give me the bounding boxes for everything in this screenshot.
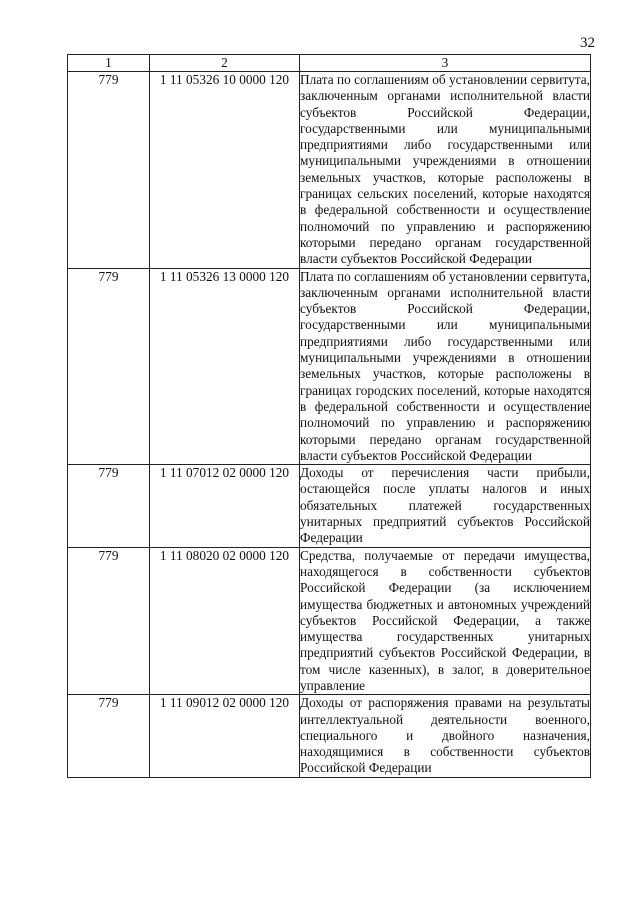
revenue-codes-table [67,54,591,778]
table-row [68,72,591,269]
table-row [68,268,591,465]
kbk-code-cell: 1 11 05326 13 0000 120 [150,268,300,465]
table-row [68,465,591,547]
kbk-code-cell: 1 11 08020 02 0000 120 [150,547,300,695]
kbk-code-cell: 1 11 07012 02 0000 120 [150,465,300,547]
table-row [68,547,591,695]
description-cell: Доходы от распоряжения правами на результаты интеллектуальной деятельности военного, специального и двойного назначения, находящимися в собственности субъектов Российской Федерации [300,695,590,776]
description-cell: Доходы от перечисления части прибыли, остающейся после уплаты налогов и иных обязательных платежей государственных унитарных предприятий субъектов Российской Федерации [300,465,590,546]
header-row [68,55,591,72]
admin-code-cell: 779 [68,695,150,777]
page-number: 32 [580,35,595,51]
kbk-code-cell: 1 11 09012 02 0000 120 [150,695,300,777]
column-header-2: 2 [150,55,300,72]
column-header-1: 1 [68,55,150,72]
table-row [68,695,591,777]
admin-code-cell: 779 [68,465,150,547]
description-cell: Плата по соглашениям об установлении сервитута, заключенным органами исполнительной власти субъектов Российской Федерации, государственными или муниципальными предприятиями либо государственными или муниципальными учреждениями в отношении земельных участков, которые расположены в границах городских поселений, которые находятся в федеральной собственности и осуществление полномочий по управлению и распоряжению которыми передано органам государственной власти субъектов Российской Федерации [300,268,590,463]
column-header-3: 3 [300,55,591,72]
description-cell: Плата по соглашениям об установлении сервитута, заключенным органами исполнительной власти субъектов Российской Федерации, государственными или муниципальными предприятиями либо государственными или муниципальными учреждениями в отношении земельных участков, которые расположены в границах сельских поселений, которые находятся в федеральной собственности и осуществление полномочий по управлению и распоряжению которыми передано органам государственной власти субъектов Российской Федерации [300,72,590,267]
table-header [68,55,591,72]
admin-code-cell: 779 [68,268,150,465]
table-body [68,72,591,778]
admin-code-cell: 779 [68,547,150,695]
admin-code-cell: 779 [68,72,150,269]
description-cell: Средства, получаемые от передачи имущества, находящегося в собственности субъектов Российской Федерации (за исключением имущества бюджетных и автономных учреждений субъектов Российской Федерации, а также имущества государственных унитарных предприятий субъектов Российской Федерации, в том числе казенных), в залог, в доверительное управление [300,547,590,693]
kbk-code-cell: 1 11 05326 10 0000 120 [150,72,300,269]
